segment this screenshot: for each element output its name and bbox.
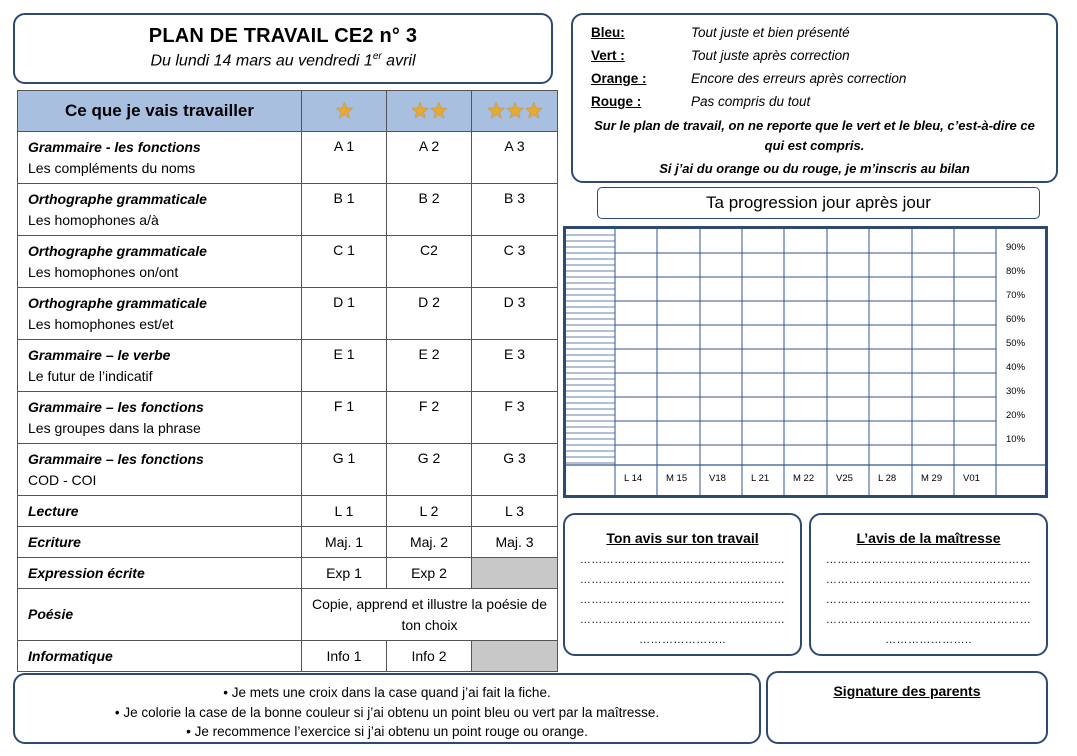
subject-cell (18, 392, 302, 444)
progression-grid (563, 226, 1048, 498)
exercise-code-cell: Maj. 2 (387, 527, 472, 558)
student-opinion-box (563, 513, 802, 656)
level-3-stars-icon: ★★★ (472, 91, 558, 132)
dotted-writing-line: ……………………………………………… (825, 594, 1032, 606)
table-row (18, 641, 558, 672)
subject-category: Informatique (28, 647, 113, 664)
dotted-writing-line: ……………………………………………… (825, 574, 1032, 586)
exercise-code-cell: E 1 (302, 340, 387, 392)
table-row (18, 589, 558, 641)
subject-topic: Les groupes dans la phrase (28, 419, 201, 436)
exercise-code-cell: D 3 (472, 288, 558, 340)
subject-category: Orthographe grammaticale (28, 242, 207, 259)
title-box (13, 13, 553, 84)
legend-text: Tout juste et bien présenté (691, 25, 850, 40)
subject-category: Ecriture (28, 533, 81, 550)
day-tick-label: M 22 (793, 473, 815, 484)
exercise-code-cell: D 2 (387, 288, 472, 340)
legend-item (591, 90, 1038, 113)
day-tick-label: V18 (709, 473, 726, 484)
subject-topic: COD - COI (28, 471, 97, 488)
exercise-code-cell: A 1 (302, 132, 387, 184)
table-row (18, 496, 558, 527)
subject-category: Grammaire - les fonctions (28, 138, 201, 155)
subject-cell (18, 444, 302, 496)
dotted-writing-line: ………………….. (639, 634, 726, 646)
legend-item (591, 44, 1038, 67)
subject-topic: Les compléments du noms (28, 159, 196, 176)
subject-category: Orthographe grammaticale (28, 294, 207, 311)
legend-key: Orange : (591, 71, 647, 86)
exercise-code-cell: D 1 (302, 288, 387, 340)
table-header-row (18, 91, 558, 132)
table-row (18, 132, 558, 184)
dotted-writing-line: ……………………………………………… (579, 594, 786, 606)
poem-task-cell: Copie, apprend et illustre la poésie de ton choix (302, 589, 558, 641)
exercise-code-cell: B 3 (472, 184, 558, 236)
teacher-opinion-box (809, 513, 1048, 656)
percent-tick-label: 60% (1006, 314, 1026, 325)
dotted-writing-line: ……………………………………………… (579, 554, 786, 566)
subject-category: Grammaire – les fonctions (28, 450, 204, 467)
exercise-code-cell: E 3 (472, 340, 558, 392)
subject-category: Grammaire – le verbe (28, 346, 171, 363)
percent-tick-label: 70% (1006, 290, 1026, 301)
dotted-writing-line: ……………………………………………… (825, 614, 1032, 626)
dotted-writing-line: ……………………………………………… (825, 554, 1032, 566)
dotted-writing-line: ……………………………………………… (579, 614, 786, 626)
progression-title: Ta progression jour après jour (597, 187, 1040, 219)
table-row (18, 558, 558, 589)
exercise-code-cell: Maj. 1 (302, 527, 387, 558)
table-row (18, 392, 558, 444)
day-tick-label: M 15 (666, 473, 688, 484)
exercise-code-cell: B 1 (302, 184, 387, 236)
percent-tick-label: 20% (1006, 410, 1026, 421)
dotted-writing-line: ……………………………………………… (579, 574, 786, 586)
exercise-code-cell: L 1 (302, 496, 387, 527)
subject-category: Poésie (28, 606, 74, 622)
percent-tick-label: 40% (1006, 362, 1026, 373)
subject-cell (18, 496, 302, 527)
day-tick-label: V01 (963, 473, 980, 484)
exercise-code-cell: Info 2 (387, 641, 472, 672)
page-subtitle: Du lundi 14 mars au vendredi 1er avril (150, 51, 416, 70)
subject-topic: Le futur de l’indicatif (28, 367, 153, 384)
parent-signature-title: Signature des parents (833, 683, 981, 699)
level-2-stars-icon: ★★ (387, 91, 472, 132)
subject-category: Lecture (28, 502, 79, 519)
day-tick-label: V25 (836, 473, 853, 484)
subject-topic: Les homophones on/ont (28, 263, 179, 280)
exercise-code-cell: G 1 (302, 444, 387, 496)
day-tick-label: L 14 (624, 473, 643, 484)
table-row (18, 184, 558, 236)
parent-signature-box (766, 671, 1048, 744)
teacher-opinion-title: L’avis de la maîtresse (856, 530, 1001, 546)
exercise-code-cell: C 1 (302, 236, 387, 288)
exercise-code-cell: F 2 (387, 392, 472, 444)
exercise-code-cell: G 3 (472, 444, 558, 496)
subject-category: Orthographe grammaticale (28, 190, 207, 207)
exercise-code-cell: C2 (387, 236, 472, 288)
work-plan-table (17, 90, 558, 672)
legend-item (591, 21, 1038, 44)
dotted-writing-line: ………………….. (885, 634, 972, 646)
subject-cell (18, 288, 302, 340)
subject-topic: Les homophones est/et (28, 315, 174, 332)
legend-item (591, 67, 1038, 90)
instruction-line: • Je colorie la case de la bonne couleur si j’ai obtenu un point bleu ou vert par la maîtresse. (114, 704, 660, 720)
exercise-code-cell: Exp 1 (302, 558, 387, 589)
subject-cell (18, 184, 302, 236)
percent-tick-label: 50% (1006, 338, 1026, 349)
subject-cell (18, 527, 302, 558)
exercise-code-cell: Maj. 3 (472, 527, 558, 558)
legend-text: Pas compris du tout (691, 94, 811, 109)
percent-tick-label: 90% (1006, 242, 1026, 253)
exercise-code-cell: A 3 (472, 132, 558, 184)
exercise-code-cell: E 2 (387, 340, 472, 392)
table-row (18, 236, 558, 288)
legend-text: Encore des erreurs après correction (691, 71, 907, 86)
table-header-label: Ce que je vais travailler (18, 91, 302, 132)
subject-cell (18, 236, 302, 288)
subject-cell (18, 558, 302, 589)
instructions-box (13, 673, 761, 744)
exercise-code-cell: L 2 (387, 496, 472, 527)
exercise-code-cell: L 3 (472, 496, 558, 527)
table-row (18, 288, 558, 340)
empty-grey-cell (472, 641, 558, 672)
table-row (18, 340, 558, 392)
subject-topic: Les homophones a/à (28, 211, 159, 228)
subject-category: Expression écrite (28, 564, 145, 581)
table-row (18, 527, 558, 558)
level-1-star-icon: ★ (302, 91, 387, 132)
exercise-code-cell: C 3 (472, 236, 558, 288)
percent-tick-label: 30% (1006, 386, 1026, 397)
day-tick-label: L 28 (878, 473, 897, 484)
subject-category: Grammaire – les fonctions (28, 398, 204, 415)
exercise-code-cell: F 1 (302, 392, 387, 444)
student-opinion-title: Ton avis sur ton travail (606, 530, 759, 546)
color-legend (571, 13, 1058, 183)
percent-tick-label: 80% (1006, 266, 1026, 277)
exercise-code-cell: G 2 (387, 444, 472, 496)
percent-tick-label: 10% (1006, 434, 1026, 445)
legend-note-2: Si j’ai du orange ou du rouge, je m’inscris au bilan (659, 161, 970, 176)
instruction-line: • Je recommence l’exercice si j’ai obtenu un point rouge ou orange. (186, 724, 588, 739)
legend-key: Rouge : (591, 94, 642, 109)
day-tick-label: M 29 (921, 473, 943, 484)
exercise-code-cell: F 3 (472, 392, 558, 444)
exercise-code-cell: A 2 (387, 132, 472, 184)
subject-cell (18, 589, 302, 641)
table-row (18, 444, 558, 496)
subject-cell (18, 132, 302, 184)
empty-grey-cell (472, 558, 558, 589)
exercise-code-cell: Exp 2 (387, 558, 472, 589)
day-tick-label: L 21 (751, 473, 770, 484)
page-title: PLAN DE TRAVAIL CE2 n° 3 (148, 25, 418, 47)
exercise-code-cell: Info 1 (302, 641, 387, 672)
subject-cell (18, 641, 302, 672)
instruction-line: • Je mets une croix dans la case quand j’ai fait la fiche. (223, 685, 551, 700)
legend-key: Vert : (591, 48, 625, 63)
subject-cell (18, 340, 302, 392)
legend-text: Tout juste après correction (691, 48, 850, 63)
exercise-code-cell: B 2 (387, 184, 472, 236)
legend-key: Bleu: (591, 25, 625, 40)
legend-note-1: Sur le plan de travail, on ne reporte que le vert et le bleu, c’est-à-dire ce qui est compris. (594, 118, 1035, 153)
